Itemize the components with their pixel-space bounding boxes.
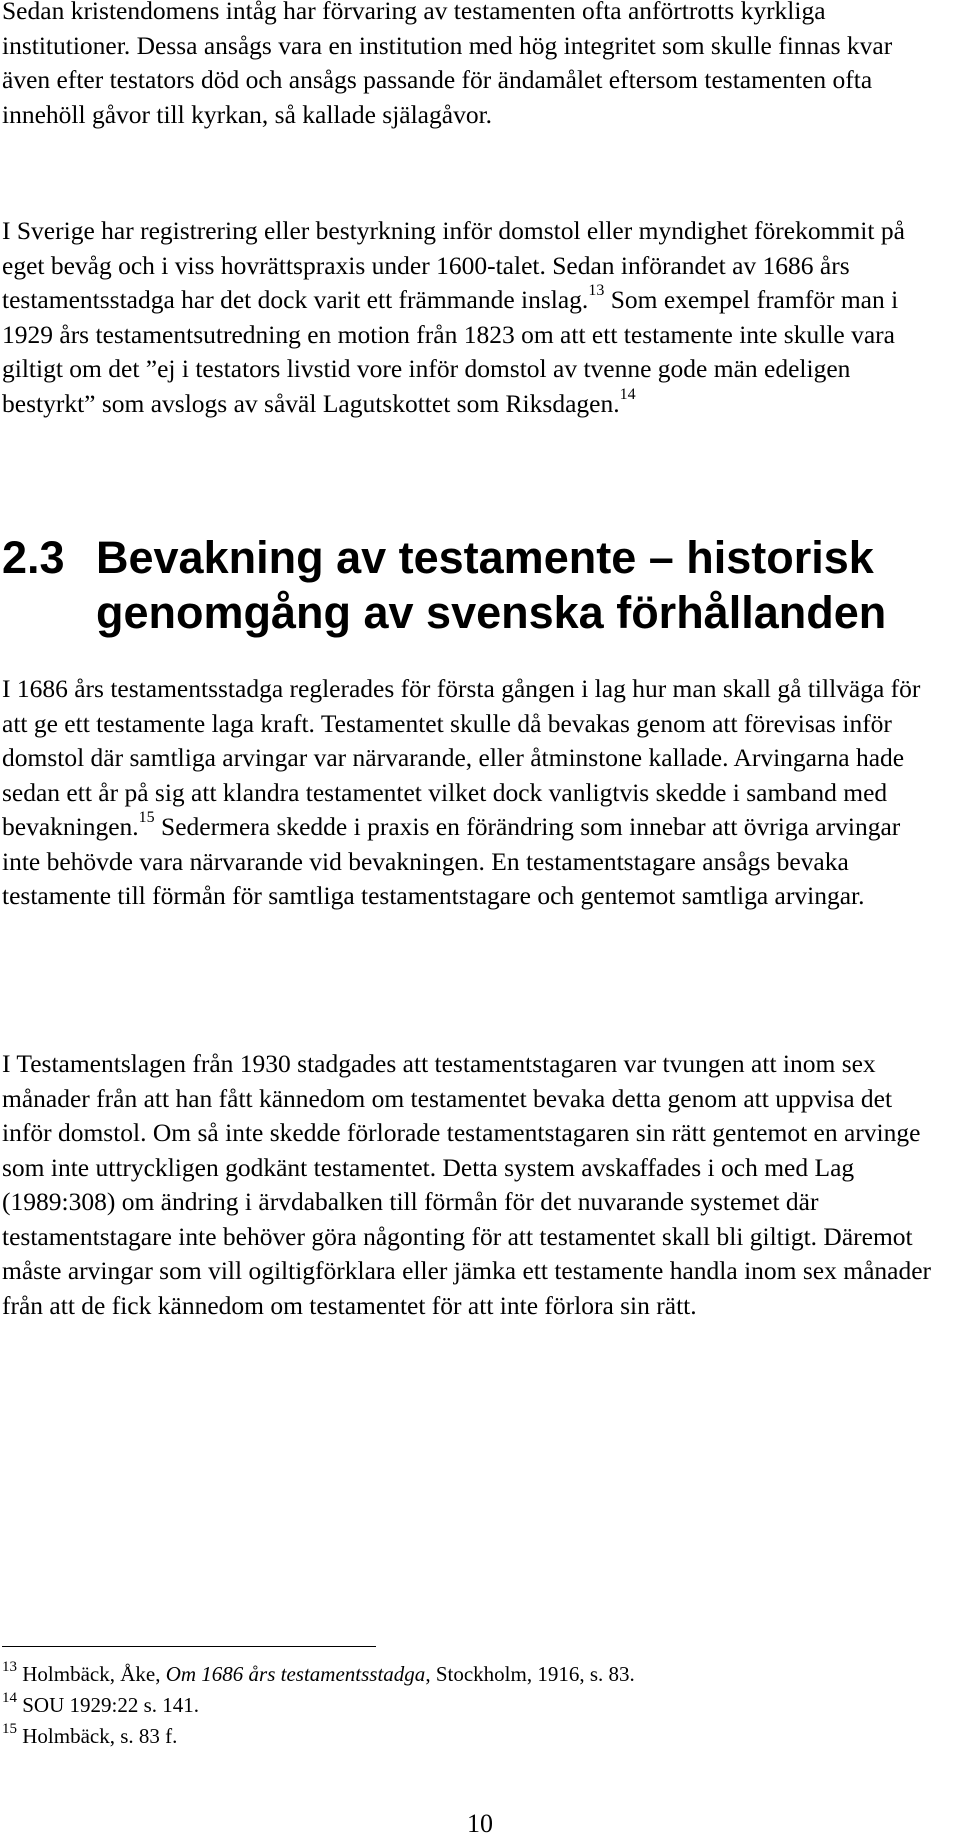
footnote-title: Om 1686 års testamentsstadga (165, 1662, 426, 1686)
footnote-text: Holmbäck, Åke, (22, 1662, 166, 1686)
paragraph-church-custody (2, 0, 940, 132)
paragraph-registration-sweden (2, 214, 940, 421)
footnote-separator (2, 1646, 376, 1647)
footnotes (2, 1659, 942, 1752)
section-heading (2, 530, 942, 640)
paragraph-testament-statute (2, 672, 940, 914)
paragraph-text: I Testamentslagen från 1930 stadgades att testamentstagaren var tvungen att inom sex månader från att han fått kännedom om testamentet bevaka detta genom att uppvisa det inför domstol. Om så inte skedde förlorade testamentstagaren sin rätt gentemot en arvinge som inte uttryckligen godkänt testamentet. Detta system avskaffades i och med Lag (1989:308) om ändring i ärvdabalken till förmån för det nuvarande systemet där testamentstagare inte behöver göra någonting för att testamentet skall bli giltigt. Däremot måste arvingar som vill ogiltigförklara eller jämka ett testamente handla inom sex månader från att de fick kännedom om testamentet för att inte förlora sin rätt. (2, 1049, 932, 1320)
footnote-number: 14 (2, 1690, 17, 1706)
paragraph-testament-law-1930 (2, 1047, 940, 1323)
footnote-14 (2, 1690, 942, 1721)
footnote-reference-15[interactable]: 15 (138, 809, 155, 826)
paragraph-text: Som exempel framför man i 1929 års testamentsutredning en motion från 1823 om att ett testamente inte skulle vara giltigt om det ”ej i testators livstid vore inför domstol av tvenne gode män edeligen bestyrkt” som avslogs av såväl Lagutskottet som Riksdagen. (2, 285, 899, 418)
section-title-line-1: Bevakning av testamente – historisk (96, 532, 874, 583)
footnote-reference-14[interactable]: 14 (619, 385, 636, 403)
paragraph-text: Sedan kristendomens intåg har förvaring av testamenten ofta anförtrotts kyrkliga institutioner. Dessa ansågs vara en institution med hög integritet som skulle finnas kvar även efter testators död och ansågs passande för ändamålet eftersom testamenten ofta innehöll gåvor till kyrkan, så kallade själagåvor. (2, 0, 893, 129)
section-number: 2.3 (2, 532, 65, 583)
footnote-text: Holmbäck, s. 83 f. (22, 1724, 178, 1748)
paragraph-text: I 1686 års testamentsstadga reglerades för första gången i lag hur man skall gå tillväga för att ge ett testamente laga kraft. Testamentet skulle då bevakas genom att förevisas inför domstol där samtliga arvingar var närvarande, eller åtminstone kallade. Arvingarna hade sedan ett år på sig att klandra testamentet vilket dock vanligtvis skedde i samband med bevakningen. (2, 674, 921, 841)
section-title-line-2: genomgång av svenska förhållanden (96, 587, 887, 638)
footnote-number: 15 (2, 1721, 17, 1737)
paragraph-text: I Sverige har registrering eller bestyrkning inför domstol eller myndighet förekommit på eget bevåg och i viss hovrättspraxis under 1600-talet. Sedan införandet av 1686 års testamentsstadga har det dock varit ett främmande inslag. (2, 216, 905, 314)
paragraph-text: Sedermera skedde i praxis en förändring som innebar att övriga arvingar inte behövde vara närvarande vid bevakningen. En testamentstagare ansågs bevaka testamente till förmån för samtliga testamentstagare och gentemot samtliga arvingar. (2, 812, 901, 910)
page-number: 10 (467, 1809, 493, 1838)
footnote-13 (2, 1659, 942, 1690)
footnote-text: , Stockholm, 1916, s. 83. (425, 1662, 635, 1686)
footnote-reference-13[interactable]: 13 (588, 282, 605, 299)
footnote-15 (2, 1721, 942, 1752)
footnote-number: 13 (2, 1659, 17, 1675)
footnote-text: SOU 1929:22 s. 141. (22, 1693, 200, 1717)
